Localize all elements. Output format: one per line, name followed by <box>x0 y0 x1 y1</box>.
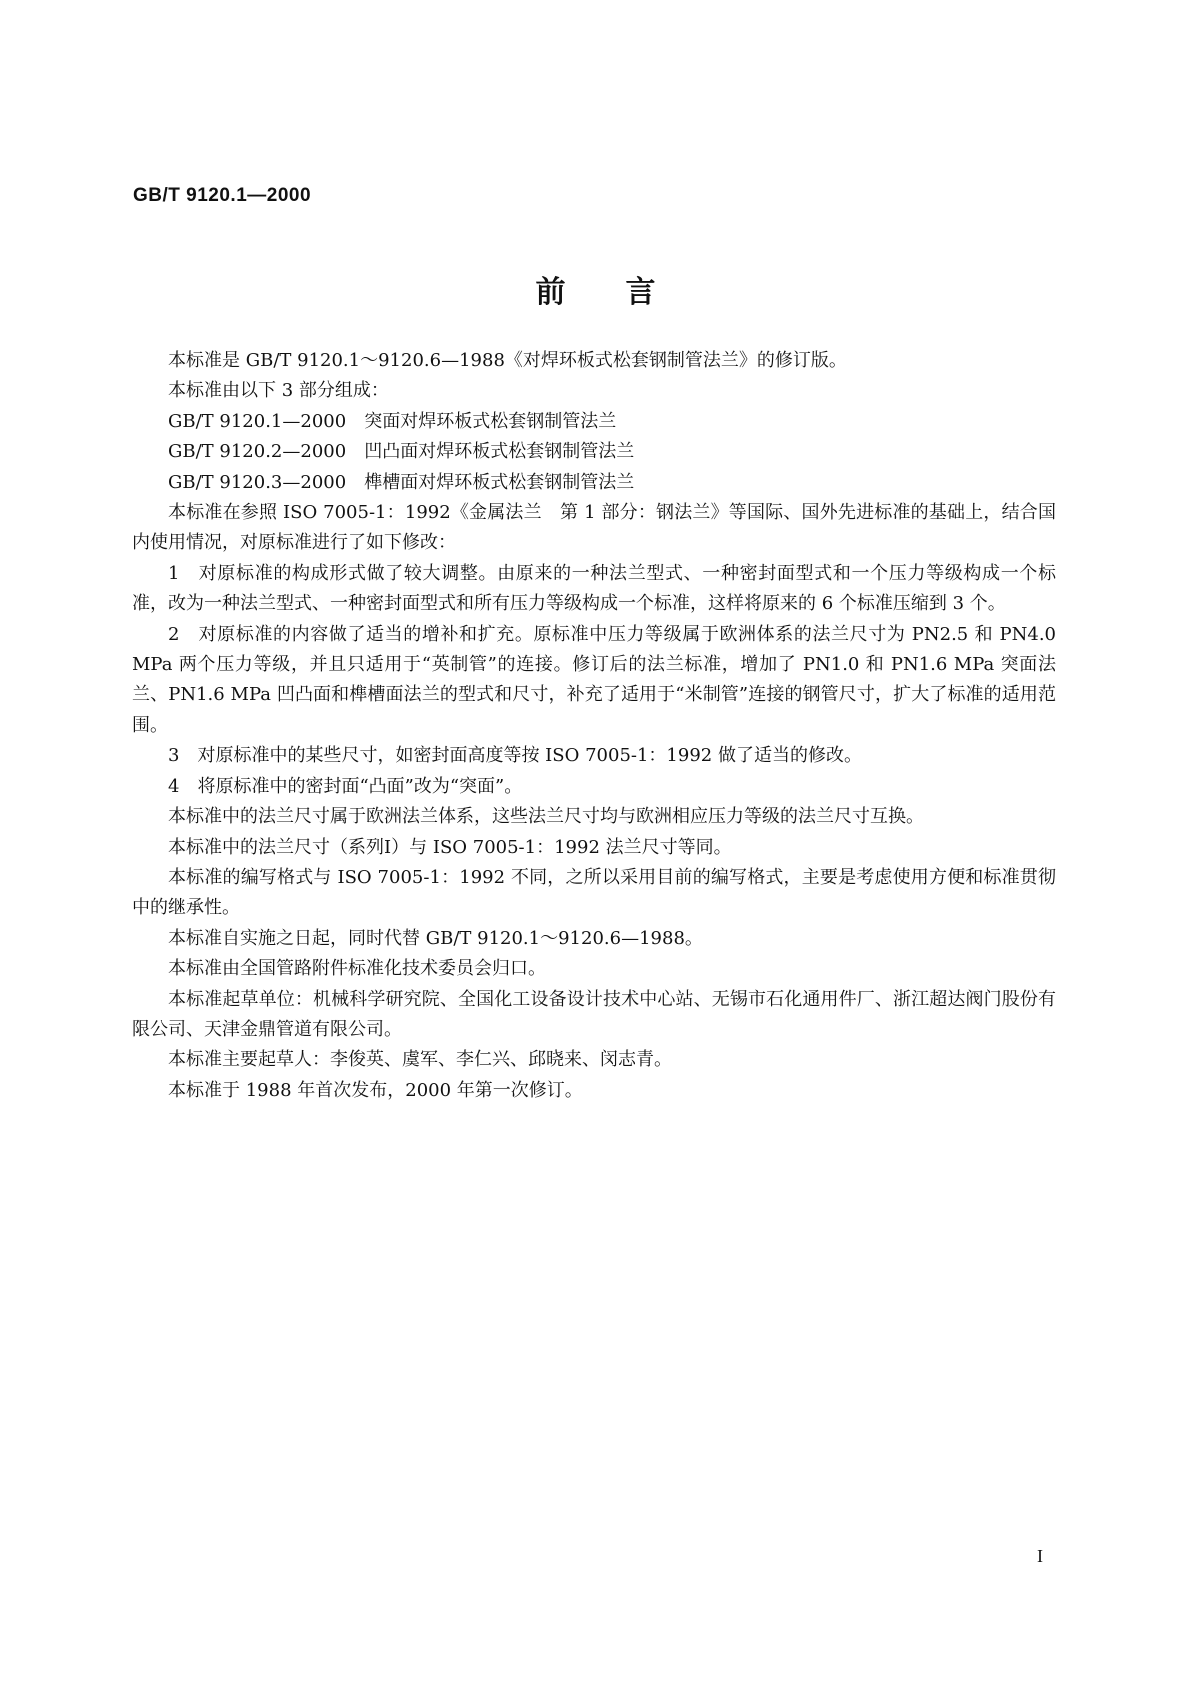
paragraph-replacement: 本标准自实施之日起，同时代替 GB/T 9120.1～9120.6—1988。 <box>168 927 703 949</box>
paragraph-publication-history: 本标准于 1988 年首次发布，2000 年第一次修订。 <box>168 1079 583 1101</box>
paragraph-part-1: GB/T 9120.1—2000 突面对焊环板式松套钢制管法兰 <box>168 410 617 432</box>
paragraph-drafting-units: 本标准起草单位：机械科学研究院、全国化工设备设计技术中心站、无锡市石化通用件厂、浙江超达阀门股份有限公司、天津金鼎管道有限公司。 <box>132 988 1056 1040</box>
paragraph-change-2: 2 对原标准的内容做了适当的增补和扩充。原标准中压力等级属于欧洲体系的法兰尺寸为 PN2.5 和 PN4.0 MPa 两个压力等级，并且只适用于“英制管”的连接。修订后的法兰标准，增加了 PN1.0 和 PN1.6 MPa 突面法兰、PN1.6 MPa 凹凸面和榫槽面法兰的型式和尺寸，补充了适用于“米制管”连接的钢管尺寸，扩大了标准的适用范围。 <box>132 623 1056 736</box>
standard-number: GB/T 9120.1—2000 <box>133 185 312 206</box>
paragraph-change-3: 3 对原标准中的某些尺寸，如密封面高度等按 ISO 7005-1：1992 做了适当的修改。 <box>168 745 862 767</box>
paragraph-part-2: GB/T 9120.2—2000 凹凸面对焊环板式松套钢制管法兰 <box>168 441 635 463</box>
paragraph-revision-note: 本标准是 GB/T 9120.1～9120.6—1988《对焊环板式松套钢制管法兰》的修订版。 <box>168 350 847 371</box>
paragraph-series-equivalence: 本标准中的法兰尺寸（系列Ⅰ）与 ISO 7005-1：1992 法兰尺寸等同。 <box>168 836 732 858</box>
paragraph-drafters: 本标准主要起草人：李俊英、虞军、李仁兴、邱晓来、闵志青。 <box>168 1049 672 1071</box>
paragraph-committee: 本标准由全国管路附件标准化技术委员会归口。 <box>168 958 546 980</box>
paragraph-change-1: 1 对原标准的构成形式做了较大调整。由原来的一种法兰型式、一种密封面型式和一个压力等级构成一个标准，改为一种法兰型式、一种密封面型式和所有压力等级构成一个标准，这样将原来的 6 个标准压缩到 3 个。 <box>132 562 1056 615</box>
paragraph-change-4: 4 将原标准中的密封面“凸面”改为“突面”。 <box>168 775 523 797</box>
paragraph-reference: 本标准在参照 ISO 7005-1：1992《金属法兰 第 1 部分：钢法兰》等国际、国外先进标准的基础上，结合国内使用情况，对原标准进行了如下修改： <box>132 502 1056 554</box>
paragraph-part-3: GB/T 9120.3—2000 榫槽面对焊环板式松套钢制管法兰 <box>168 471 635 493</box>
paragraph-european-system: 本标准中的法兰尺寸属于欧洲法兰体系，这些法兰尺寸均与欧洲相应压力等级的法兰尺寸互换。 <box>168 806 924 828</box>
page-number: I <box>1037 1546 1043 1566</box>
page-title: 前言 <box>535 275 716 310</box>
paragraph-parts-intro: 本标准由以下 3 部分组成： <box>168 380 389 402</box>
paragraph-format-note: 本标准的编写格式与 ISO 7005-1：1992 不同，之所以采用目前的编写格式，主要是考虑使用方便和标准贯彻中的继承性。 <box>132 866 1056 919</box>
document-body <box>132 346 1056 1106</box>
